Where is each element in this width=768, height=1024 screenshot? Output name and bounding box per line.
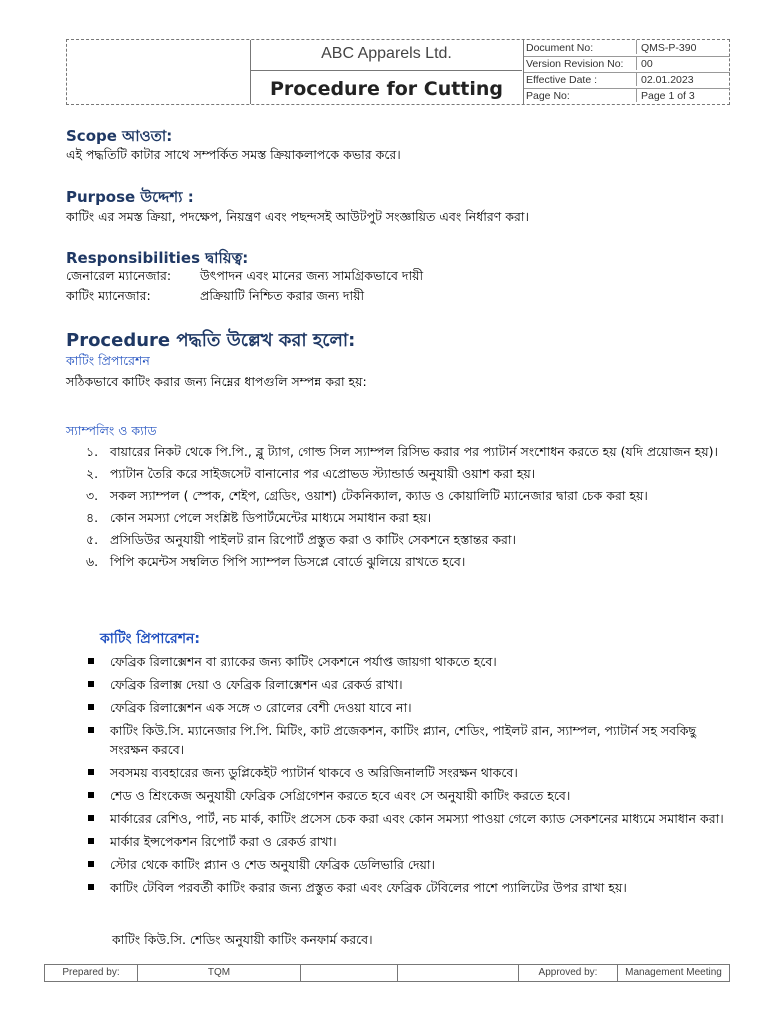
- trailing-note: কাটিং কিউ.সি. শেডিং অনুযায়ী কাটিং কনফার্ম করবে।: [112, 932, 373, 947]
- bullet-text: স্টোর থেকে কাটিং প্ল্যান ও শেড অনুযায়ী ফেব্রিক ডেলিভারি দেয়া।: [110, 857, 435, 872]
- list-item: [86, 652, 730, 671]
- meta-row-document-no: [524, 40, 730, 57]
- list-item: [86, 721, 730, 759]
- meta-value: Page 1 of 3: [636, 88, 733, 102]
- meta-value: QMS-P-390: [636, 40, 733, 54]
- bullet-text: ফেব্রিক রিলাক্সেশন বা র‍্যাকের জন্য কাটিং সেকশনে পর্যাপ্ত জায়গা থাকতে হবে।: [110, 654, 497, 669]
- responsibility-row: [66, 287, 726, 304]
- scope-heading: Scope আওতা:: [66, 127, 173, 145]
- list-item: [86, 552, 726, 571]
- bullet-text: শেড ও শ্রিংকেজ অনুযায়ী ফেব্রিক সেগ্রিগেশন করতে হবে এবং সে অনুযায়ী কাটিং করতে হবে।: [110, 788, 571, 803]
- list-item: [86, 675, 730, 694]
- meta-label: Page No:: [526, 90, 570, 102]
- meta-row-page-no: [524, 88, 730, 104]
- list-item: [86, 855, 730, 874]
- purpose-text: কাটিং এর সমস্ত ক্রিয়া, পদক্ষেপ, নিয়ন্ত্রণ এবং পছন্দসই আউটপুট সংজ্ঞায়িত এবং নির্ধারণ করা।: [66, 209, 530, 224]
- procedure-heading: Procedure পদ্ধতি উল্লেখ করা হলো:: [66, 330, 356, 351]
- responsibility-duty: প্রক্রিয়াটি নিশ্চিত করার জন্য দায়ী: [200, 288, 365, 303]
- blank-cell: [301, 965, 398, 981]
- bullet-icon: [88, 769, 94, 775]
- purpose-heading: Purpose উদ্দেশ্য :: [66, 188, 194, 206]
- meta-label: Document No:: [526, 42, 594, 54]
- blank-cell: [398, 965, 519, 981]
- bullet-text: ফেব্রিক রিলাক্স দেয়া ও ফেব্রিক রিলাক্সেশন এর রেকর্ড রাখা।: [110, 677, 403, 692]
- sampling-subheading: স্যাম্পলিং ও ক্যাড: [66, 423, 157, 438]
- step-text: কোন সমস্যা পেলে সংশ্লিষ্ট ডিপার্টমেন্টের মাধ্যমে সমাধান করা হয়।: [110, 510, 432, 525]
- list-item: [86, 486, 726, 505]
- scope-text: এই পদ্ধতিটি কাটার সাথে সম্পর্কিত সমস্ত ক্রিয়াকলাপকে কভার করে।: [66, 147, 401, 162]
- list-item: [86, 832, 730, 851]
- step-number: ৬.: [86, 554, 99, 569]
- bullet-icon: [88, 792, 94, 798]
- responsibility-role: জেনারেল ম্যানেজার:: [66, 268, 172, 283]
- meta-label: Version Revision No:: [526, 58, 624, 70]
- step-text: প্যাটান তৈরি করে সাইজসেট বানানোর পর এপ্রোভড স্ট্যান্ডার্ড অনুযায়ী ওয়াশ করা হয়।: [110, 466, 536, 481]
- bullet-text: কাটিং টেবিল পরবর্তী কাটিং করার জন্য প্রস্তুত করা এবং ফেব্রিক টেবিলের পাশে প্যালিটের উপর রাখা হয়।: [110, 880, 627, 895]
- list-item: [86, 442, 726, 461]
- meta-value: 00: [636, 56, 733, 70]
- list-item: [86, 878, 730, 897]
- step-text: বায়ারের নিকট থেকে পি.পি., ব্লু ট্যাগ, গোল্ড সিল স্যাম্পল রিসিভ করার পর প্যাটার্ন সংশোধন করতে হয় (যদি প্রয়োজন হয়)।: [110, 444, 718, 459]
- list-item: [86, 698, 730, 717]
- procedure-intro: সঠিকভাবে কাটিং করার জন্য নিম্নের ধাপগুলি সম্পন্ন করা হয়:: [66, 374, 367, 389]
- meta-row-version: [524, 56, 730, 73]
- bullet-icon: [88, 658, 94, 664]
- cutting-preparation-bullets: [86, 652, 730, 901]
- bullet-icon: [88, 727, 94, 733]
- prepared-value: TQM: [138, 965, 301, 981]
- list-item: [86, 763, 730, 782]
- bullet-icon: [88, 838, 94, 844]
- step-number: ৩.: [86, 488, 99, 503]
- list-item: [86, 464, 726, 483]
- bullet-icon: [88, 815, 94, 821]
- step-number: ৪.: [86, 510, 99, 525]
- step-number: ৫.: [86, 532, 99, 547]
- document-header: [66, 39, 730, 105]
- responsibilities-heading: Responsibilities দ্বায়িত্ব:: [66, 249, 249, 267]
- bullet-text: সবসময় ব্যবহারের জন্য ডুপ্লিকেইট প্যাটার্ন থাকবে ও অরিজিনালটি সংরক্ষন থাকবে।: [110, 765, 518, 780]
- cutting-preparation-subheading: কাটিং প্রিপারেশন:: [100, 631, 200, 647]
- list-item: [86, 508, 726, 527]
- bullet-icon: [88, 861, 94, 867]
- meta-row-effective-date: [524, 72, 730, 89]
- step-number: ২.: [86, 466, 99, 481]
- procedure-subheading: কাটিং প্রিপারেশন: [66, 353, 150, 368]
- sampling-steps: [66, 442, 726, 574]
- meta-value: 02.01.2023: [636, 72, 733, 86]
- list-item: [86, 786, 730, 805]
- step-text: সকল স্যাম্পল ( স্পেক, শেইপ, গ্রেডিং, ওয়াশ) টেকনিক্যাল, ক্যাড ও কোয়ালিটি ম্যানেজার দ্বারা চেক করা হয়।: [110, 488, 648, 503]
- logo-cell: [67, 40, 251, 104]
- step-text: প্রসিডিউর অনুযায়ী পাইলট রান রিপোর্ট প্রস্তুত করা ও কাটিং সেকশনে হস্তান্তর করা।: [110, 532, 517, 547]
- list-item: [86, 809, 730, 828]
- company-name: ABC Apparels Ltd.: [251, 40, 522, 71]
- approved-value: Management Meeting: [625, 967, 722, 978]
- document-title: Procedure for Cutting: [269, 78, 504, 100]
- approved-label: Approved by:: [519, 965, 618, 981]
- responsibility-role: কাটিং ম্যানেজার:: [66, 288, 151, 303]
- responsibility-row: [66, 267, 726, 284]
- prepared-label: Prepared by:: [45, 965, 138, 981]
- bullet-text: কাটিং কিউ.সি. ম্যানেজার পি.পি. মিটিং, কাট প্রজেকশন, কাটিং প্ল্যান, শেডিং, পাইলট রান, স্যাম্পল, প্যাটার্ন সহ সবকিছু সংরক্ষন করবে।: [110, 723, 697, 757]
- meta-label: Effective Date :: [526, 74, 598, 86]
- bullet-icon: [88, 704, 94, 710]
- bullet-text: মার্কারের রেশিও, পার্ট, নচ মার্ক, কাটিং প্রসেস চেক করা এবং কোন সমস্যা পাওয়া গেলে ক্যাড সেকশনের মাধ্যমে সমাধান করা।: [110, 811, 724, 826]
- document-meta: [523, 40, 730, 104]
- bullet-text: ফেব্রিক রিলাক্সেশন এক সঙ্গে ৩ রোলের বেশী দেওয়া যাবে না।: [110, 700, 412, 715]
- step-text: পিপি কমেন্টস সম্বলিত পিপি স্যাম্পল ডিসপ্লে বোর্ডে ঝুলিয়ে রাখতে হবে।: [110, 554, 466, 569]
- document-footer: [44, 964, 730, 982]
- list-item: [86, 530, 726, 549]
- bullet-text: মার্কার ইন্সপেকশন রিপোর্ট করা ও রেকর্ড রাখা।: [110, 834, 337, 849]
- step-number: ১.: [86, 444, 99, 459]
- bullet-icon: [88, 681, 94, 687]
- bullet-icon: [88, 884, 94, 890]
- responsibility-duty: উৎপাদন এবং মানের জন্য সামগ্রিকভাবে দায়ী: [200, 268, 424, 283]
